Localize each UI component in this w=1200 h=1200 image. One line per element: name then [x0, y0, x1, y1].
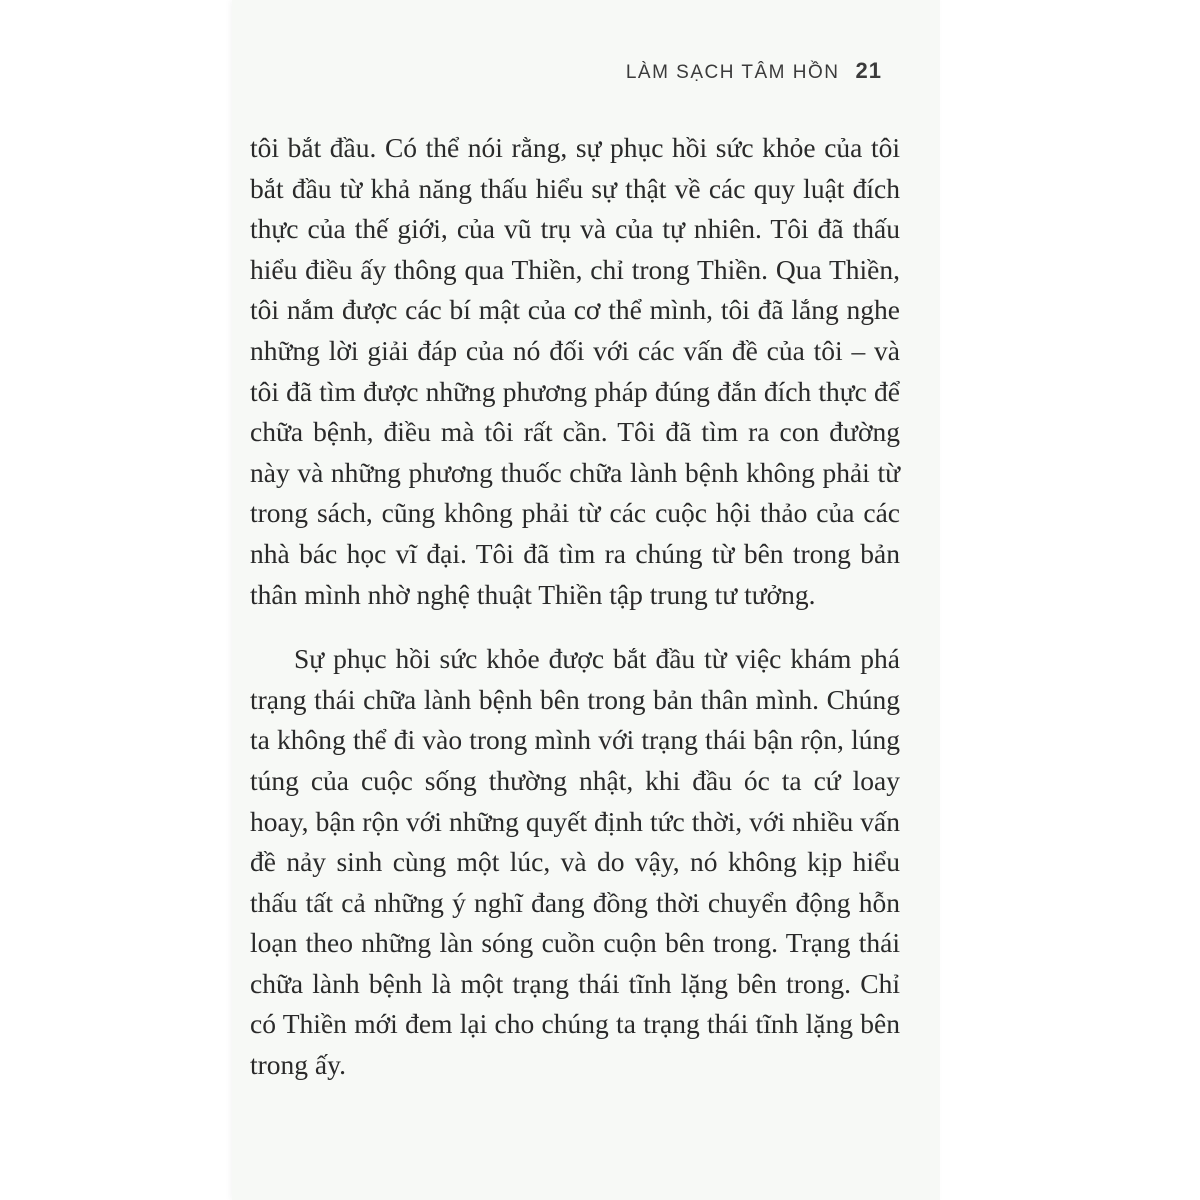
paragraph-2: Sự phục hồi sức khỏe được bắt đầu từ việc khám phá trạng thái chữa lành bệnh bên trong bản thân mình. Chúng ta không thể đi vào trong mình với trạng thái bận rộn, lúng túng của cuộc sống thường nhật, khi đầu óc ta cứ loay hoay, bận rộn với những quyết định tức thời, với nhiều vấn đề nảy sinh cùng một lúc, và do vậy, nó không kịp hiểu thấu tất cả những ý nghĩ đang đồng thời chuyển động hỗn loạn theo những làn sóng cuồn cuộn bên trong. Trạng thái chữa lành bệnh là một trạng thái tĩnh lặng bên trong. Chỉ có Thiền mới đem lại cho chúng ta trạng thái tĩnh lặng bên trong ấy. [250, 643, 900, 1081]
paragraph-1: tôi bắt đầu. Có thể nói rằng, sự phục hồi sức khỏe của tôi bắt đầu từ khả năng thấu hiểu sự thật về các quy luật đích thực của thế giới, của vũ trụ và của tự nhiên. Tôi đã thấu hiểu điều ấy thông qua Thiền, chỉ trong Thiền. Qua Thiền, tôi nắm được các bí mật của cơ thể mình, tôi đã lắng nghe những lời giải đáp của nó đối với các vấn đề của tôi – và tôi đã tìm được những phương pháp đúng đắn đích thực để chữa bệnh, điều mà tôi rất cần. Tôi đã tìm ra con đường này và những phương thuốc chữa lành bệnh không phải từ trong sách, cũng không phải từ các cuộc hội thảo của các nhà bác học vĩ đại. Tôi đã tìm ra chúng từ bên trong bản thân mình nhờ nghệ thuật Thiền tập trung tư tưởng. [250, 132, 900, 610]
page-header [626, 58, 882, 84]
body-text [250, 128, 900, 1086]
page-number: 21 [855, 58, 882, 83]
book-page [232, 0, 940, 1200]
running-title: LÀM SẠCH TÂM HỒN [625, 62, 840, 83]
